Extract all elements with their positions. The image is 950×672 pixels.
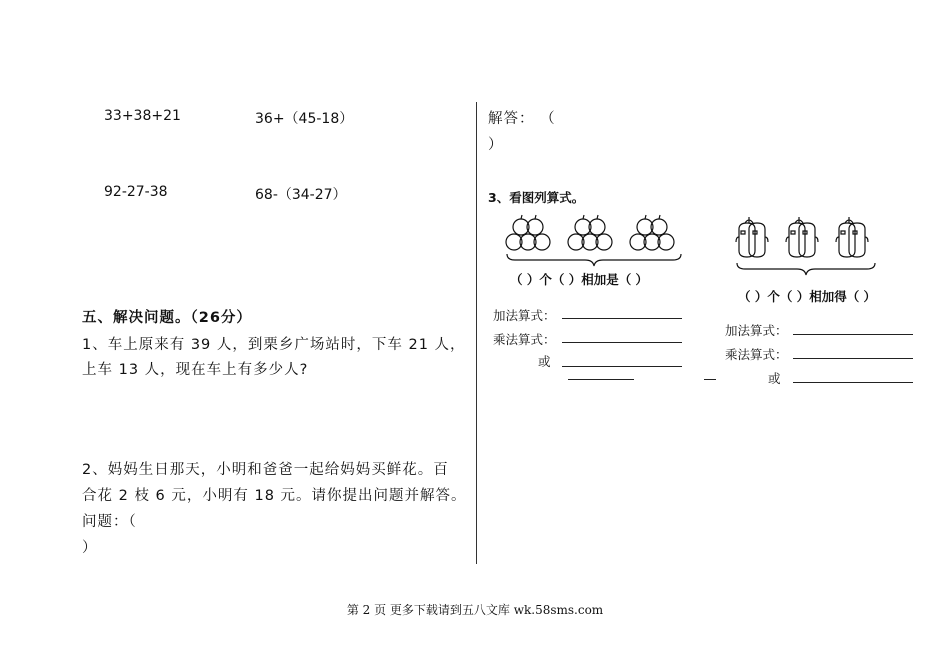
apple-group-icon [568, 215, 612, 250]
apple-or-answer-line[interactable] [562, 366, 682, 367]
brace-icon [507, 254, 681, 266]
q2-line1: 2、妈妈生日那天，小明和爸爸一起给妈妈买鲜花。百 [82, 462, 449, 478]
q2-question-label: 问题：（ [82, 514, 137, 530]
q1-line1: 1、车上原来有 39 人，到栗乡广场站时，下车 21 人， [82, 337, 466, 353]
mitten-pair-icon [736, 217, 768, 257]
apple-or-label: 或 [538, 354, 551, 369]
apple-mul-label: 乘法算式： [493, 332, 556, 347]
calc-expression-2: 36+（45-18） [255, 111, 354, 127]
column-divider [476, 102, 477, 564]
mitten-mul-label: 乘法算式： [725, 347, 788, 362]
q2-line2: 合花 2 枝 6 元，小明有 18 元。请你提出问题并解答。 [82, 488, 467, 504]
apple-extra-line[interactable] [568, 379, 634, 380]
apple-add-label: 加法算式： [493, 308, 556, 323]
q2-question-close: ） [82, 540, 98, 556]
answer-label: 解答： （ [488, 111, 556, 127]
q1-line2: 上车 13 人，现在车上有多少人? [82, 362, 309, 378]
mitten-pair-icon [836, 217, 868, 257]
apple-group-icon [630, 215, 674, 250]
apple-extra-line-short[interactable] [704, 379, 716, 380]
calc-expression-4: 68-（34-27） [255, 187, 347, 203]
q3-title: 3、看图列算式。 [488, 190, 585, 205]
mitten-groups-illustration [733, 217, 883, 283]
apple-group-icon [506, 215, 550, 250]
apple-groups-illustration [503, 212, 685, 268]
mitten-add-answer-line[interactable] [793, 334, 913, 335]
apple-add-answer-line[interactable] [562, 318, 682, 319]
brace-icon [737, 263, 875, 275]
mitten-or-answer-line[interactable] [793, 382, 913, 383]
mitten-or-label: 或 [768, 371, 781, 386]
answer-close: ） [488, 137, 504, 153]
calc-expression-1: 33+38+21 [104, 108, 181, 124]
calc-expression-3: 92-27-38 [104, 184, 168, 200]
apple-mul-answer-line[interactable] [562, 342, 682, 343]
section-title: 五、解决问题。（26分） [82, 310, 252, 326]
mitten-caption: （ ）个（ ）相加得（ ） [738, 289, 877, 304]
page-footer: 第 2 页 更多下载请到五八文库 wk.58sms.com [346, 603, 604, 617]
apple-caption: （ ）个（ ）相加是（ ） [510, 272, 649, 287]
mitten-mul-answer-line[interactable] [793, 358, 913, 359]
mitten-pair-icon [786, 217, 818, 257]
mitten-add-label: 加法算式： [725, 323, 788, 338]
